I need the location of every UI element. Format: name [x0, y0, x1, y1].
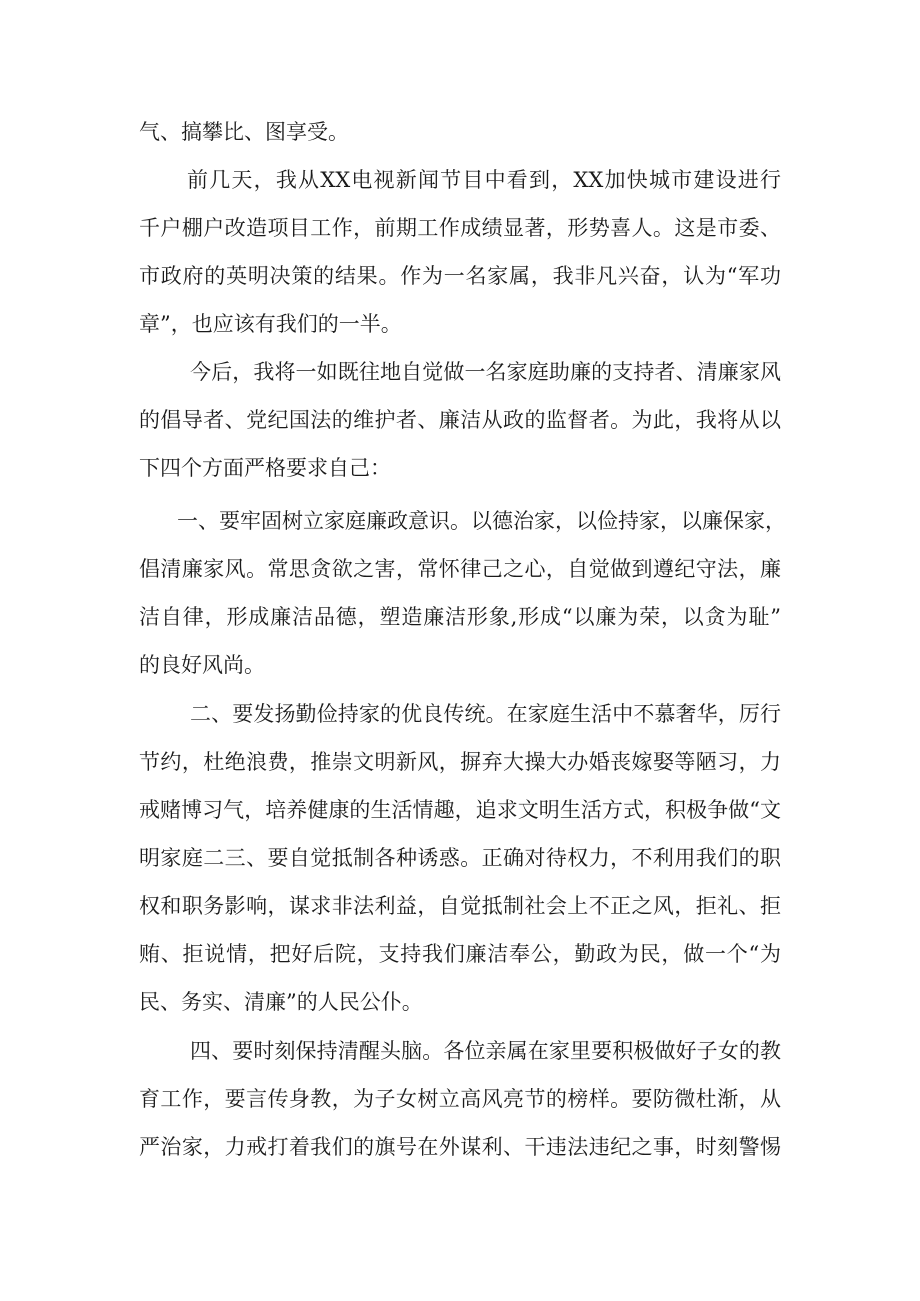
text-line: 千户棚户改造项目工作，前期工作成绩显著，形势喜人。这是市委、 [139, 216, 781, 240]
text-line: 下四个方面严格要求自己： [139, 456, 391, 480]
text-line: 戒赌博习气，培养健康的生活情趣，追求文明生活方式，积极争做“文 [139, 798, 781, 822]
text-line: 严治家，力戒打着我们的旗号在外谋利、干违法违纪之事，时刻警惕 [139, 1135, 781, 1159]
text-line: 民、务实、清廉”的人民公仆。 [139, 990, 423, 1014]
text-line: 权和职务影响，谋求非法利益，自觉抵制社会上不正之风，拒礼、拒 [139, 894, 781, 918]
text-line: 的良好风尚。 [139, 653, 265, 677]
text-line: 的倡导者、党纪国法的维护者、廉洁从政的监督者。为此，我将从以 [139, 408, 781, 432]
paragraph-first-line: 二、要发扬勤俭持家的优良传统。在家庭生活中不慕奢华，厉行 [190, 702, 781, 726]
text-line: 节约，杜绝浪费，推崇文明新风，摒弃大操大办婚丧嫁娶等陋习，力 [139, 750, 781, 774]
text-line: 市政府的英明决策的结果。作为一名家属，我非凡兴奋，认为“军功 [139, 264, 781, 288]
paragraph-first-line: 一、要牢固树立家庭廉政意识。以德治家，以俭持家，以廉保家， [177, 509, 786, 533]
text-line: 章”，也应该有我们的一半。 [139, 312, 402, 336]
text-line: 倡清廉家风。常思贪欲之害，常怀律己之心，自觉做到遵纪守法，廉 [139, 557, 781, 581]
text-line: 贿、拒说情，把好后院，支持我们廉洁奉公，勤政为民，做一个“为 [139, 942, 781, 966]
paragraph-first-line: 今后，我将一如既往地自觉做一名家庭助廉的支持者、清廉家风 [190, 360, 781, 384]
text-line: 明家庭二三、要自觉抵制各种诱惑。正确对待权力，不利用我们的职 [139, 846, 781, 870]
paragraph-first-line: 前几天，我从XX电视新闻节目中看到，XX加快城市建设进行 [187, 168, 781, 192]
text-line: 气、搞攀比、图享受。 [139, 120, 349, 144]
text-line: 育工作，要言传身教，为子女树立高风亮节的榜样。要防微杜渐，从 [139, 1087, 781, 1111]
paragraph-first-line: 四、要时刻保持清醒头脑。各位亲属在家里要积极做好子女的教 [190, 1039, 781, 1063]
text-line: 洁自律，形成廉洁品德，塑造廉洁形象,形成“以廉为荣，以贪为耻” [139, 605, 781, 629]
